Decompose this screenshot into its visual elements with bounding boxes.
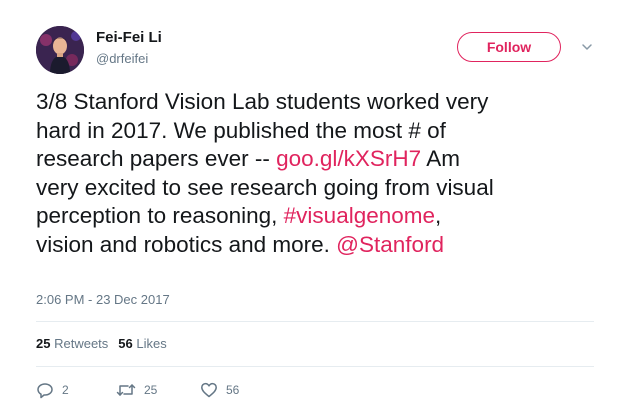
reply-button[interactable] <box>36 380 69 400</box>
timestamp[interactable]: 2:06 PM - 23 Dec 2017 <box>36 292 170 307</box>
tweet-text-segment: research papers ever -- <box>36 146 277 171</box>
heart-icon <box>200 381 218 399</box>
chevron-down-icon[interactable] <box>580 40 594 54</box>
likes-count: 56 <box>118 336 133 351</box>
retweet-icon <box>116 381 136 399</box>
like-count: 56 <box>226 383 240 397</box>
retweet-count: 25 <box>144 383 158 397</box>
likes-label: Likes <box>136 336 167 351</box>
tweet-line <box>36 174 606 203</box>
reply-count: 2 <box>62 383 69 397</box>
retweets-stat[interactable] <box>36 336 108 351</box>
avatar[interactable] <box>36 26 84 74</box>
reply-icon <box>36 381 54 399</box>
hashtag-link[interactable]: #visualgenome <box>283 203 436 228</box>
divider <box>36 366 594 367</box>
user-handle[interactable]: @drfeifei <box>96 51 149 66</box>
retweet-button[interactable] <box>116 380 157 400</box>
tweet-text-segment: perception to reasoning, <box>36 203 284 228</box>
tweet-line <box>36 88 606 117</box>
retweets-label: Retweets <box>54 336 109 351</box>
tweet-text <box>36 88 606 259</box>
tweet-line <box>36 145 606 174</box>
tweet-text-segment: Am <box>421 146 460 171</box>
like-button[interactable] <box>200 380 239 400</box>
retweets-count: 25 <box>36 336 51 351</box>
tweet-text-segment: 3/8 Stanford Vision Lab students worked very <box>36 89 489 114</box>
mention-link[interactable]: @Stanford <box>336 231 445 257</box>
tweet-text-segment: , <box>435 203 442 228</box>
tweet-stats <box>36 336 167 351</box>
tweet-line <box>36 117 606 146</box>
tweet-text-segment: vision and robotics and more. <box>36 231 337 257</box>
tweet-line <box>36 202 606 231</box>
user-name[interactable]: Fei-Fei Li <box>96 29 162 46</box>
likes-stat[interactable] <box>118 336 166 351</box>
tweet-text-segment: hard in 2017. We published the most # of <box>36 117 446 143</box>
divider <box>36 321 594 322</box>
tweet-text-segment: very excited to see research going from visual <box>36 174 494 200</box>
tweet-line <box>36 231 606 260</box>
avatar-image <box>36 26 84 74</box>
short-url-link[interactable]: goo.gl/kXSrH7 <box>276 146 422 171</box>
follow-button[interactable]: Follow <box>457 32 561 62</box>
